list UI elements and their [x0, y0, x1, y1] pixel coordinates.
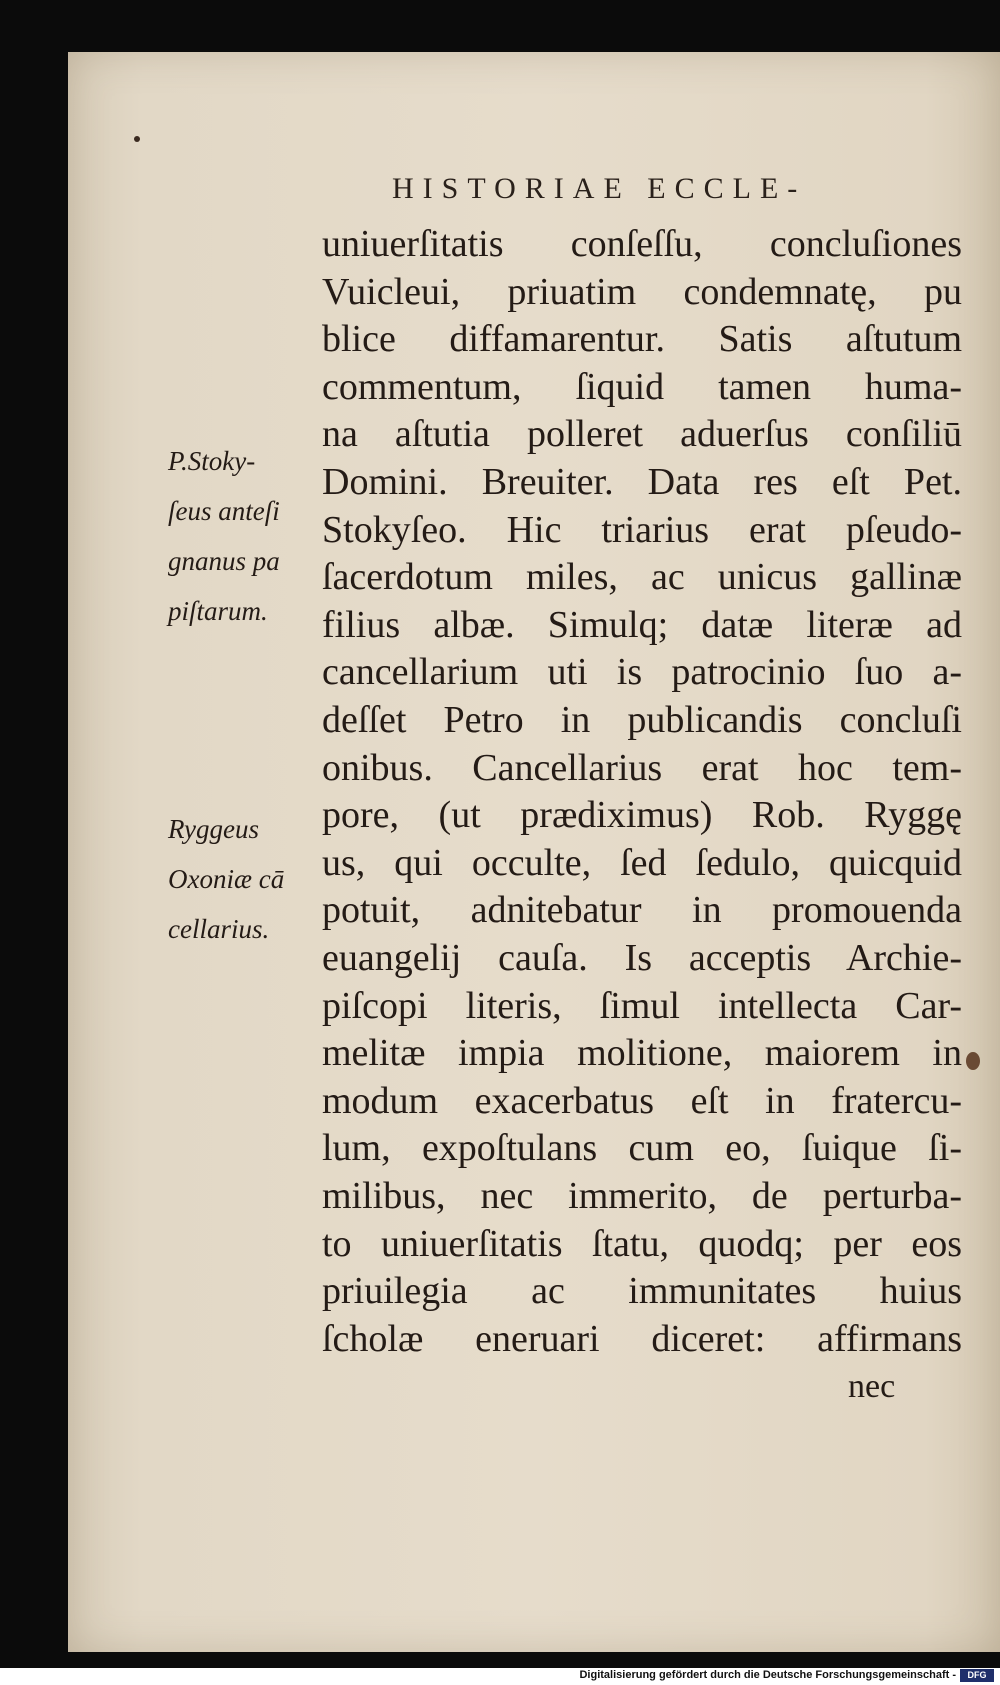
- body-line: piſcopi literis, ſimul intellecta Car-: [322, 984, 962, 1027]
- footer-credit: Digitalisierung gefördert durch die Deutsche Forschungsgemeinschaft -: [579, 1669, 956, 1681]
- margin-note-line: cellarius.: [168, 914, 270, 944]
- body-line: modum exacerbatus eſt in fratercu-: [322, 1079, 962, 1122]
- body-line: Stokyſeo. Hic triarius erat pſeudo-: [322, 508, 962, 551]
- body-line: us, qui occulte, ſed ſedulo, quicquid: [322, 841, 962, 884]
- margin-note-line: piſtarum.: [168, 596, 268, 626]
- body-line: onibus. Cancellarius erat hoc tem-: [322, 746, 962, 789]
- margin-note-line: ſeus anteſi: [168, 496, 280, 526]
- body-line: Vuicleui, priuatim condemnatę, pu: [322, 270, 962, 313]
- body-line: blice diffamarentur. Satis aſtutum: [322, 318, 962, 361]
- margin-note-line: P.Stoky-: [168, 446, 256, 476]
- margin-note-line: gnanus pa: [168, 546, 280, 576]
- body-line: priuilegia ac immunitates huius: [322, 1270, 962, 1313]
- margin-note-line: Oxoniæ cā: [168, 864, 285, 894]
- body-line: ſacerdotum miles, ac unicus gallinæ: [322, 556, 962, 599]
- body-line: to uniuerſitatis ſtatu, quodq; per eos: [322, 1222, 962, 1265]
- margin-note-ryggeus: [168, 804, 318, 954]
- body-line: ſcholæ eneruari diceret: affirmans: [322, 1317, 962, 1360]
- catchword: nec: [848, 1368, 896, 1405]
- dfg-logo-icon: DFG: [960, 1669, 994, 1682]
- body-line: commentum, ſiquid tamen huma-: [322, 365, 962, 408]
- ink-speck: [966, 1052, 980, 1070]
- body-line: uniuerſitatis conſeſſu, concluſiones: [322, 223, 962, 265]
- body-line: deſſet Petro in publicandis concluſi: [322, 699, 962, 741]
- body-line: milibus, nec immerito, de perturba-: [322, 1175, 962, 1217]
- body-line: Domini. Breuiter. Data res eſt Pet.: [322, 461, 962, 503]
- body-line: cancellarium uti is patrocinio ſuo a-: [322, 651, 962, 694]
- body-line: lum, expoſtulans cum eo, ſuique ſi-: [322, 1127, 962, 1170]
- body-line: na aſtutia polleret aduerſus conſiliū: [322, 413, 962, 456]
- running-head: HISTORIAE ECCLE-: [392, 172, 807, 205]
- ink-speck: [134, 136, 140, 142]
- margin-note-stokyseus: [168, 436, 318, 636]
- margin-note-line: Ryggeus: [168, 814, 259, 844]
- body-line: melitæ impia molitione, maiorem in: [322, 1032, 962, 1075]
- body-line: filius albæ. Simulq; datæ literæ ad: [322, 603, 962, 646]
- body-line: potuit, adnitebatur in promouenda: [322, 889, 962, 932]
- body-line: pore, (ut prædiximus) Rob. Ryggę: [322, 794, 962, 837]
- body-line: euangelij cauſa. Is acceptis Archie-: [322, 937, 962, 979]
